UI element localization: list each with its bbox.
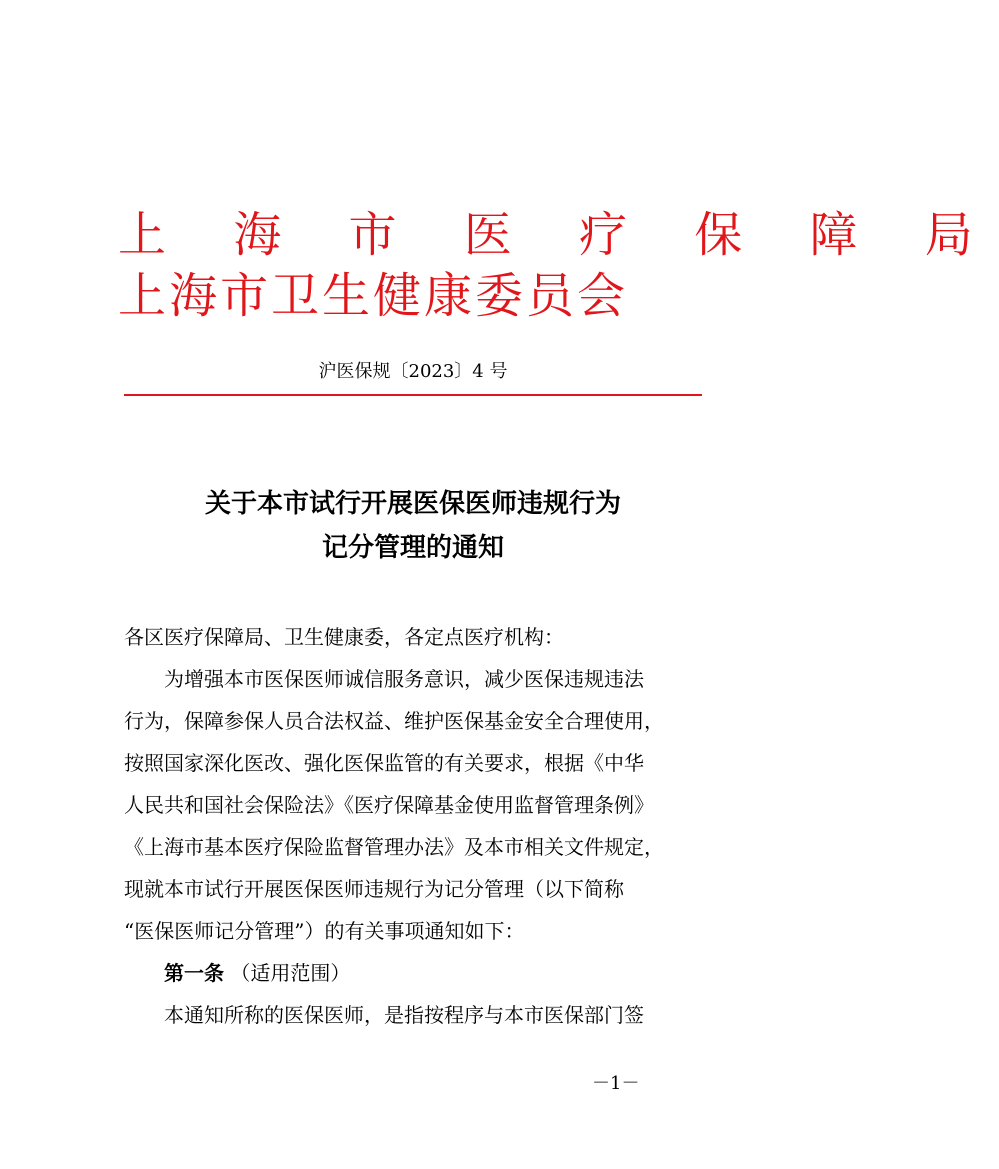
addressee: 各区医疗保障局、卫生健康委，各定点医疗机构： — [124, 625, 564, 649]
article-1-title: （适用范围） — [230, 961, 351, 985]
body-line: 为增强本市医保医师诚信服务意识，减少医保违规违法 — [124, 667, 644, 691]
article-1-label: 第一条 — [164, 961, 224, 985]
body-line: 《上海市基本医疗保险监督管理办法》及本市相关文件规定， — [124, 835, 664, 859]
agency-name-medical-security: 上 海 市 医 疗 保 障 局 — [118, 207, 999, 263]
body-line: 人民共和国社会保险法》《医疗保障基金使用监督管理条例》 — [124, 793, 654, 817]
body-line: “医保医师记分管理”）的有关事项通知如下： — [124, 919, 525, 943]
agency-name-health-commission: 上海市卫生健康委员会 — [118, 268, 629, 324]
document-number: 沪医保规〔2023〕4 号 — [318, 361, 508, 382]
article-1-text: 本通知所称的医保医师，是指按程序与本市医保部门签 — [164, 1003, 644, 1027]
page-number: －1－ — [592, 1073, 640, 1094]
body-line: 现就本市试行开展医保医师违规行为记分管理（以下简称 — [124, 877, 624, 901]
document-title-line-2: 记分管理的通知 — [321, 533, 504, 563]
header-divider — [124, 394, 702, 396]
body-line: 行为，保障参保人员合法权益、维护医保基金安全合理使用， — [124, 709, 664, 733]
article-1-heading — [164, 959, 754, 987]
document-title-line-1: 关于本市试行开展医保医师违规行为 — [204, 489, 621, 519]
body-line: 按照国家深化医改、强化医保监管的有关要求，根据《中华 — [124, 751, 644, 775]
